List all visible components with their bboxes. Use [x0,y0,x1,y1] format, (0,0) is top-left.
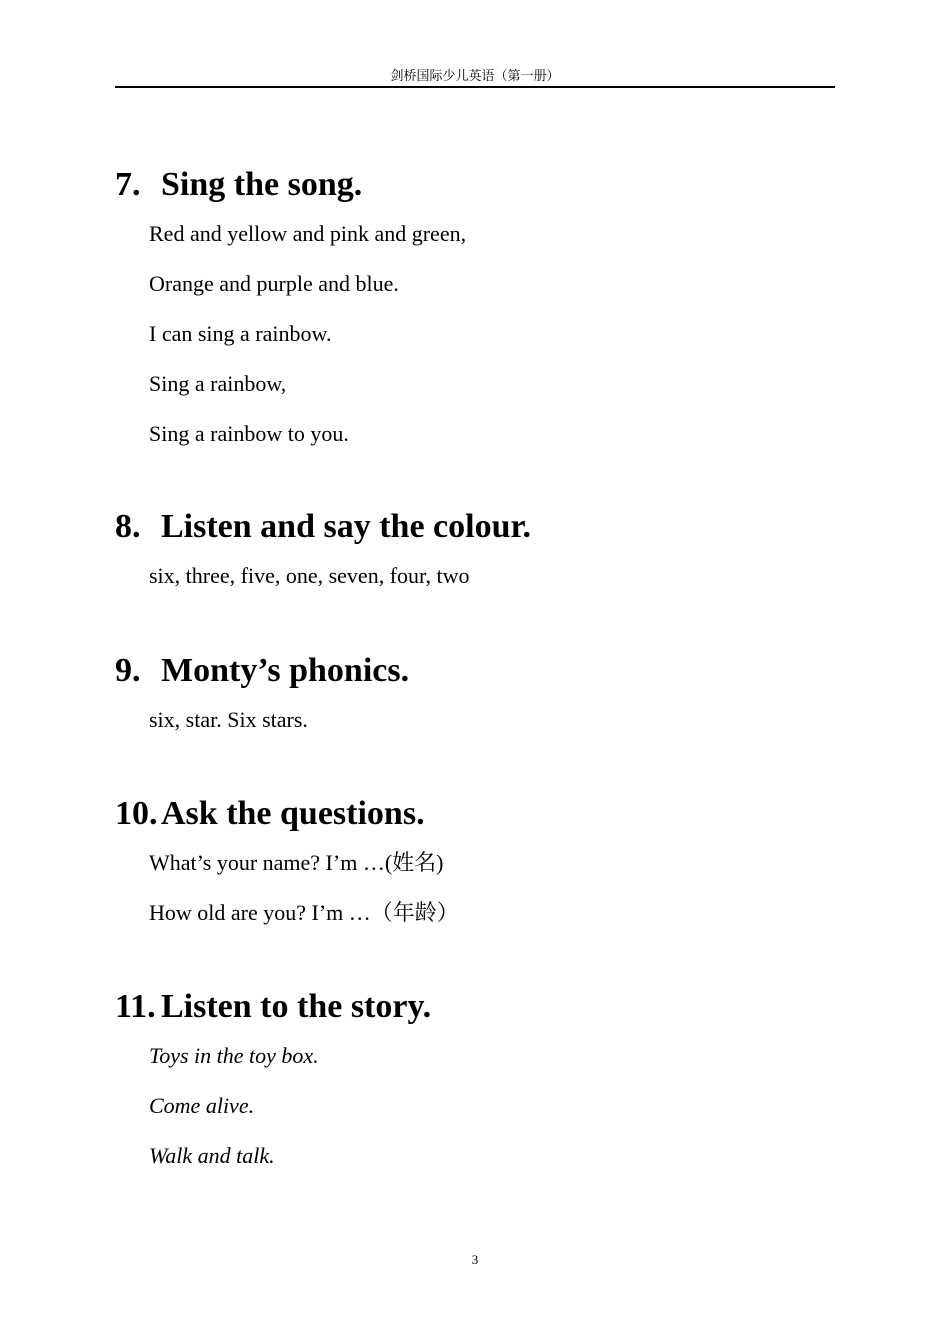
section-sing-the-song [115,165,835,469]
song-line: Sing a rainbow to you. [149,421,349,446]
song-line: Sing a rainbow, [149,371,287,396]
number-list-line: six, three, five, one, seven, four, two [149,563,470,588]
section-listen-and-say-the-colour [115,507,835,611]
section-heading [115,651,835,691]
section-number: 10. [115,795,158,832]
section-number: 8. [115,508,141,545]
phonics-line: six, star. Six stars. [149,707,308,732]
story-line: Toys in the toy box. [149,1043,319,1068]
song-line: Red and yellow and pink and green, [149,221,467,246]
section-title: Sing the song. [161,166,363,203]
section-heading [115,507,835,547]
section-number: 7. [115,166,141,203]
section-heading [115,794,835,834]
page-number: 3 [471,1252,479,1267]
section-ask-the-questions [115,794,835,948]
section-title: Ask the questions. [161,795,425,832]
section-title: Listen to the story. [161,988,432,1025]
section-title: Monty’s phonics. [161,652,410,689]
section-heading [115,165,835,205]
section-number: 11. [115,988,156,1025]
section-title: Listen and say the colour. [161,508,531,545]
question-line: How old are you? I’m …（年龄） [149,900,459,925]
section-heading [115,987,835,1027]
song-line: I can sing a rainbow. [149,321,332,346]
story-line: Walk and talk. [149,1143,275,1168]
story-line: Come alive. [149,1093,255,1118]
section-montys-phonics [115,651,835,755]
section-listen-to-the-story [115,987,835,1191]
question-line: What’s your name? I’m …(姓名) [149,850,444,875]
page-header: 剑桥国际少儿英语（第一册） [115,66,835,88]
section-number: 9. [115,652,141,689]
song-line: Orange and purple and blue. [149,271,399,296]
